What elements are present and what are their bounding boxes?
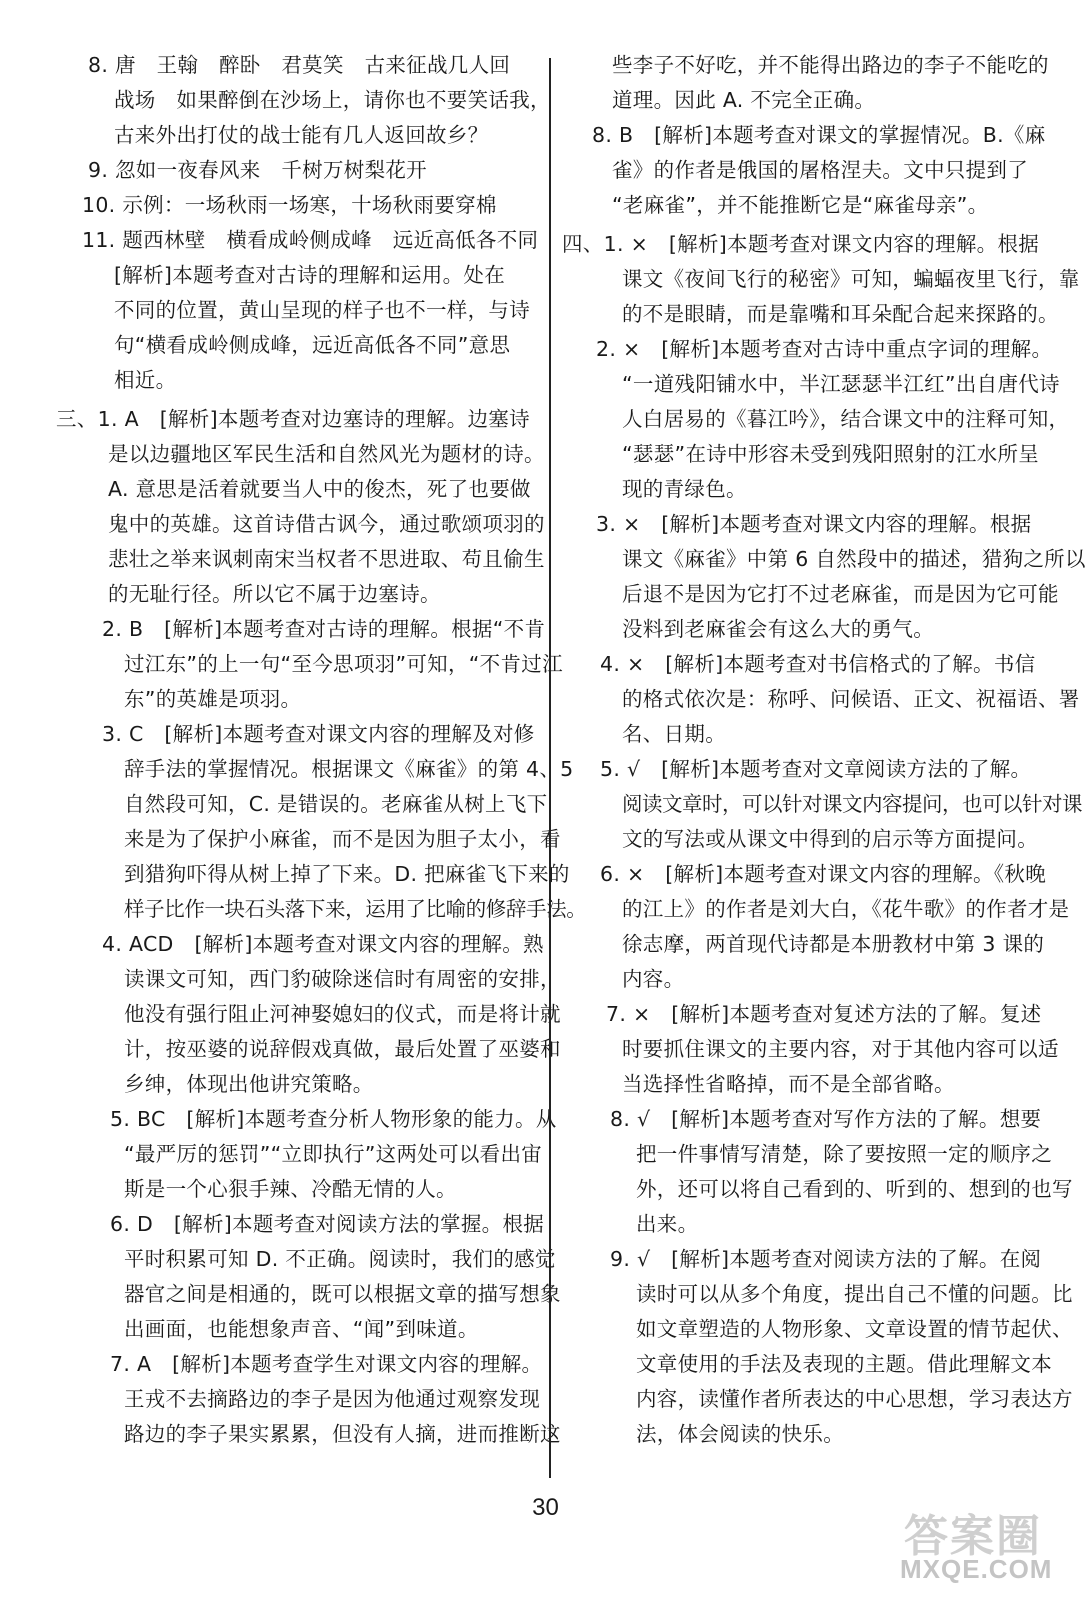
- text-line: 法，体会阅读的快乐。: [636, 1422, 844, 1446]
- text-line: 课文《夜间飞行的秘密》可知，蝙蝠夜里飞行，靠: [622, 267, 1080, 291]
- text-line: 没料到老麻雀会有这么大的勇气。: [622, 617, 934, 641]
- page-number: 30: [532, 1494, 559, 1521]
- text-line: 4. × [解析]本题考查对书信格式的了解。书信: [600, 652, 1036, 676]
- text-line: 内容。: [622, 967, 685, 991]
- text-line: 名、日期。: [622, 722, 726, 746]
- answer-item: [562, 857, 1070, 997]
- text-line: 7. × [解析]本题考查对复述方法的了解。复述: [606, 1002, 1042, 1026]
- text-line: 他没有强行阻止河神娶媳妇的仪式，而是将计就: [124, 1002, 561, 1026]
- text-line: 内容，读懂作者所表达的中心思想，学习表达方: [636, 1387, 1073, 1411]
- answer-item: [62, 153, 548, 188]
- text-line: 来是为了保护小麻雀，而不是因为胆子太小，看: [124, 827, 561, 851]
- text-line: 3. C [解析]本题考查对课文内容的理解及对修: [102, 722, 535, 746]
- answer-item: [562, 1242, 1073, 1452]
- answer-item: [62, 48, 551, 153]
- column-divider: [549, 58, 551, 1478]
- answer-item: [62, 612, 563, 717]
- text-line: 9. 忽如一夜春风来 千树万树梨花开: [88, 158, 427, 182]
- text-line: 时要抓住课文的主要内容，对于其他内容可以适: [622, 1037, 1059, 1061]
- text-line: 把一件事情写清楚，除了要按照一定的顺序之: [636, 1142, 1052, 1166]
- text-line: 7. A [解析]本题考查学生对课文内容的理解。: [110, 1352, 543, 1376]
- text-line: 的无耻行径。所以它不属于边塞诗。: [108, 582, 441, 606]
- text-line: 过江东”的上一句“至今思项羽”可知，“不肯过江: [124, 652, 563, 676]
- text-line: 文的写法或从课文中得到的启示等方面提问。: [622, 827, 1038, 851]
- answer-item: [62, 223, 548, 398]
- text-line: 4. ACD [解析]本题考查对课文内容的理解。熟: [102, 932, 544, 956]
- right-column: [562, 48, 1086, 1452]
- answer-item: [562, 118, 1062, 223]
- text-line: 辞手法的掌握情况。根据课文《麻雀》的第 4、5: [124, 757, 574, 781]
- text-line: 如文章塑造的人物形象、文章设置的情节起伏、: [636, 1317, 1073, 1341]
- text-line: 相近。: [114, 368, 177, 392]
- answer-section-4: [562, 227, 1080, 332]
- text-line: 文章使用的手法及表现的主题。借此理解文本: [636, 1352, 1052, 1376]
- text-line: 现的青绿色。: [622, 477, 747, 501]
- text-line: 平时积累可知 D. 不正确。阅读时，我们的感觉: [124, 1247, 556, 1271]
- text-line: 句“横看成岭侧成峰，远近高低各不同”意思: [114, 333, 511, 357]
- text-line: “一道残阳铺水中，半江瑟瑟半江红”出自唐代诗: [622, 372, 1060, 396]
- left-column: [56, 48, 587, 1452]
- text-line: 当选择性省略掉，而不是全部省略。: [622, 1072, 955, 1096]
- text-line: 自然段可知，C. 是错误的。老麻雀从树上飞下: [124, 792, 548, 816]
- text-line: 古来外出打仗的战士能有几人返回故乡？: [114, 123, 489, 147]
- text-line: 战场 如果醉倒在沙场上，请你也不要笑话我，: [114, 88, 551, 112]
- text-line: 人白居易的《暮江吟》，结合课文中的注释可知，: [622, 407, 1070, 431]
- answer-item: [562, 997, 1062, 1102]
- answer-item: [62, 1347, 561, 1452]
- text-line: 读课文可知，西门豹破除迷信时有周密的安排，: [124, 967, 561, 991]
- answer-item: [62, 188, 548, 223]
- text-line: 徐志摩，两首现代诗都是本册教材中第 3 课的: [622, 932, 1045, 956]
- watermark-site: MXQE.COM: [900, 1554, 1053, 1584]
- text-line: 器官之间是相通的，既可以根据文章的描写想象: [124, 1282, 561, 1306]
- text-line: 样子比作一块石头落下来，运用了比喻的修辞手法。: [124, 897, 587, 921]
- text-line: 2. B [解析]本题考查对古诗的理解。根据“不肯: [102, 617, 546, 641]
- text-line: “瑟瑟”在诗中形容未受到残阳照射的江水所呈: [622, 442, 1040, 466]
- text-line: 斯是一个心狠手辣、冷酷无情的人。: [124, 1177, 457, 1201]
- answer-item: [62, 1102, 557, 1207]
- text-line: 读时可以从多个角度，提出自己不懂的问题。比: [636, 1282, 1073, 1306]
- text-line: “最严厉的惩罚”“立即执行”这两处可以看出宙: [124, 1142, 543, 1166]
- text-line: 9. √ [解析]本题考查对阅读方法的了解。在阅: [610, 1247, 1042, 1271]
- text-line: 8. √ [解析]本题考查对写作方法的了解。想要: [610, 1107, 1042, 1131]
- site-watermark: [900, 1500, 1080, 1592]
- answer-item: [62, 717, 587, 927]
- text-line: 的不是眼睛，而是靠嘴和耳朵配合起来探路的。: [622, 302, 1059, 326]
- text-line: 外，还可以将自己看到的、听到的、想到的也写: [636, 1177, 1073, 1201]
- text-line: 些李子不好吃，并不能得出路边的李子不能吃的: [612, 53, 1049, 77]
- answer-item: [62, 927, 561, 1102]
- text-line: 乡绅，体现出他讲究策略。: [124, 1072, 374, 1096]
- answer-item: [562, 647, 1080, 752]
- text-line: 出画面，也能想象声音、“闻”到味道。: [124, 1317, 479, 1341]
- text-line: 3. × [解析]本题考查对课文内容的理解。根据: [596, 512, 1032, 536]
- answer-item: [62, 1207, 561, 1347]
- text-line: 四、1. × [解析]本题考查对课文内容的理解。根据: [562, 232, 1040, 256]
- text-line: 6. × [解析]本题考查对课文内容的理解。《秋晚: [600, 862, 1046, 886]
- text-line: 5. BC [解析]本题考查分析人物形象的能力。从: [110, 1107, 557, 1131]
- answer-item: [562, 752, 1082, 857]
- text-line: 到猎狗吓得从树上掉了下来。D. 把麻雀飞下来的: [124, 862, 570, 886]
- text-line: A. 意思是活着就要当人中的俊杰，死了也要做: [108, 477, 531, 501]
- text-line: 2. × [解析]本题考查对古诗中重点字词的理解。: [596, 337, 1053, 361]
- watermark-logo: 答案圈: [904, 1511, 1042, 1562]
- answer-section-3: [56, 402, 548, 612]
- text-line: 10. 示例：一场秋雨一场寒，十场秋雨要穿棉: [82, 193, 497, 217]
- text-line: 8. B [解析]本题考查对课文的掌握情况。B.《麻: [592, 123, 1046, 147]
- text-line: “老麻雀”，并不能推断它是“麻雀母亲”。: [612, 193, 989, 217]
- text-line: 不同的位置，黄山呈现的样子也不一样，与诗: [114, 298, 530, 322]
- answer-item: [562, 1102, 1073, 1242]
- answer-item: [562, 48, 1062, 118]
- text-line: 5. √ [解析]本题考查对文章阅读方法的了解。: [600, 757, 1032, 781]
- text-line: 出来。: [636, 1212, 699, 1236]
- text-line: 悲壮之举来讽刺南宋当权者不思进取、苟且偷生: [108, 547, 545, 571]
- text-line: 课文《麻雀》中第 6 自然段中的描述，猎狗之所以: [622, 547, 1086, 571]
- text-line: 鬼中的英雄。这首诗借古讽今，通过歌颂项羽的: [108, 512, 545, 536]
- text-line: 的格式依次是：称呼、问候语、正文、祝福语、署: [622, 687, 1080, 711]
- text-line: 计，按巫婆的说辞假戏真做，最后处置了巫婆和: [124, 1037, 561, 1061]
- text-line: [解析]本题考查对古诗的理解和运用。处在: [114, 263, 505, 287]
- text-line: 阅读文章时，可以针对课文内容提问，也可以针对课: [622, 792, 1082, 816]
- text-line: 后退不是因为它打不过老麻雀，而是因为它可能: [622, 582, 1059, 606]
- answer-item: [562, 507, 1086, 647]
- text-line: 的江上》的作者是刘大白，《花牛歌》的作者才是: [622, 897, 1070, 921]
- text-line: 东”的英雄是项羽。: [124, 687, 302, 711]
- text-line: 是以边疆地区军民生活和自然风光为题材的诗。: [108, 442, 545, 466]
- text-line: 道理。因此 A. 不完全正确。: [612, 88, 876, 112]
- text-line: 王戎不去摘路边的李子是因为他通过观察发现: [124, 1387, 540, 1411]
- text-line: 8. 唐 王翰 醉卧 君莫笑 古来征战几人回: [88, 53, 511, 77]
- text-line: 三、1. A [解析]本题考查对边塞诗的理解。边塞诗: [56, 407, 530, 431]
- text-line: 11. 题西林壁 横看成岭侧成峰 远近高低各不同: [82, 228, 539, 252]
- text-line: 雀》的作者是俄国的屠格涅夫。文中只提到了: [612, 158, 1028, 182]
- text-line: 6. D [解析]本题考查对阅读方法的掌握。根据: [110, 1212, 545, 1236]
- answer-item: [562, 332, 1070, 507]
- text-line: 路边的李子果实累累，但没有人摘，进而推断这: [124, 1422, 561, 1446]
